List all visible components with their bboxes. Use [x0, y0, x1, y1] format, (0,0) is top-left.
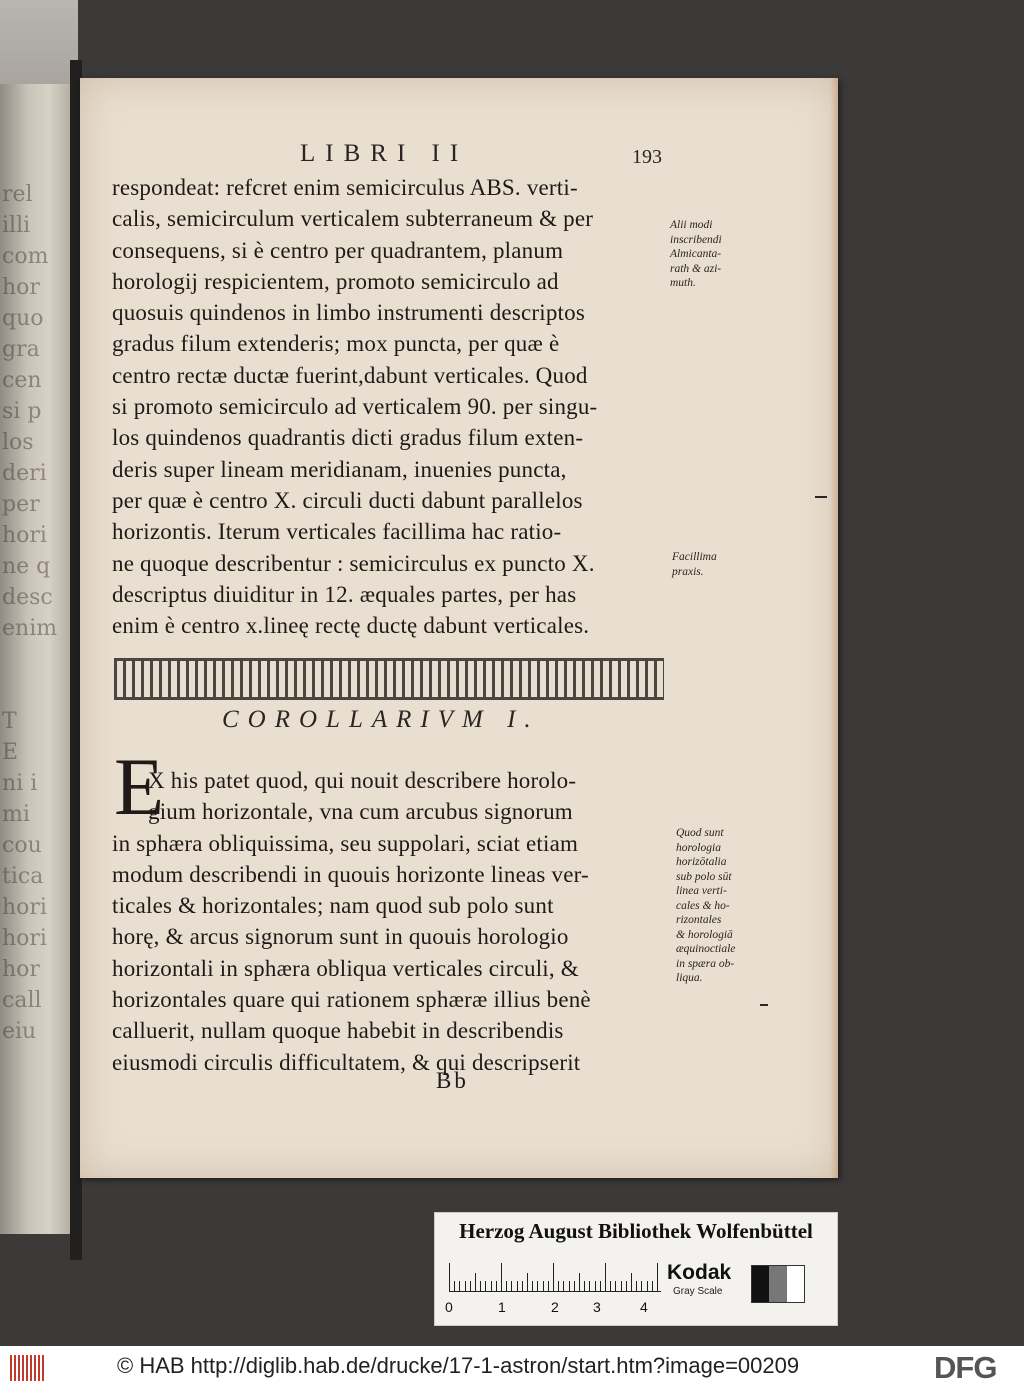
facing-page-text: deri — [2, 463, 47, 485]
left-page-edge — [0, 84, 70, 1234]
facing-page-text: E — [2, 742, 19, 764]
margin-note-line: Quod sunt — [676, 827, 724, 839]
ruler-tick — [626, 1281, 627, 1291]
white-swatch — [787, 1266, 804, 1302]
facing-page-text: com — [2, 246, 49, 268]
facing-page-text: hori — [2, 525, 47, 547]
text-line: calluerit, nullam quoque habebit in describendis — [112, 1018, 564, 1044]
facing-page-text: si p — [2, 401, 42, 423]
margin-note-line: sub polo sūt — [676, 870, 732, 883]
ruler-tick — [584, 1281, 585, 1291]
ruler-tick — [522, 1281, 523, 1291]
running-head: LIBRI II — [300, 140, 469, 167]
ornamental-divider — [114, 658, 664, 700]
ruler-tick — [506, 1281, 507, 1291]
library-name: Herzog August Bibliothek Wolfenbüttel — [459, 1219, 813, 1243]
margin-note-almicantarath — [670, 218, 722, 291]
facing-page-text: mi — [2, 804, 30, 826]
text-line: si promoto semicirculo ad verticalem 90. per singu- — [112, 394, 598, 420]
ruler-tick — [574, 1281, 575, 1291]
text-line: in sphæra obliquissima, seu suppolari, sciat etiam — [112, 830, 579, 856]
margin-note-line: & horologiā — [676, 928, 733, 941]
ruler-tick — [470, 1281, 471, 1291]
gray-scale-label: Gray Scale — [673, 1286, 723, 1297]
ruler-tick — [501, 1263, 502, 1291]
text-line: los quindenos quadrantis dicti gradus filum exten- — [112, 425, 584, 451]
text-line: horizontali in sphæra obliqua verticales circuli, & — [112, 955, 579, 981]
ruler-tick — [532, 1281, 533, 1291]
footer-bar — [0, 1346, 1024, 1389]
margin-note-line: rizontales — [676, 914, 722, 926]
facing-page-text: cen — [2, 370, 42, 392]
ruler-tick — [465, 1281, 466, 1291]
ruler-tick — [511, 1281, 512, 1291]
facing-page-text: rel — [2, 184, 33, 206]
ruler-tick — [517, 1281, 518, 1291]
ruler-tick — [605, 1263, 606, 1291]
ruler-tick — [631, 1273, 632, 1291]
text-line: horę, & arcus signorum sunt in quouis horologio — [112, 924, 569, 950]
page-edge-mark — [760, 1004, 768, 1006]
ruler-tick — [543, 1281, 544, 1291]
ruler-tick — [569, 1281, 570, 1291]
ruler-scale — [449, 1255, 661, 1292]
margin-note-line: inscribendi — [670, 233, 722, 246]
text-line: calis, semicirculum verticalem subterraneum & per — [112, 206, 594, 232]
facing-page-text: illi — [2, 215, 31, 237]
margin-note-facillima — [672, 550, 717, 579]
text-line: horizontis. Iterum verticales facillima hac ratio- — [112, 519, 562, 545]
ruler-tick — [491, 1281, 492, 1291]
text-line: gium horizontale, vna cum arcubus signorum — [148, 799, 573, 825]
text-line: centro rectæ ductæ fuerint,dabunt verticales. Quod — [112, 362, 588, 388]
text-line: per quæ è centro X. circuli ducti dabunt parallelos — [112, 487, 583, 513]
ruler-tick — [641, 1281, 642, 1291]
text-line: ne quoque describentur : semicirculus ex puncto X. — [112, 550, 595, 576]
scale-number: 3 — [593, 1299, 601, 1315]
text-line: eiusmodi circulis difficultatem, & qui descripserit — [112, 1049, 581, 1075]
text-line: deris super lineam meridianam, inuenies puncta, — [112, 456, 567, 482]
ruler-tick — [610, 1281, 611, 1291]
ruler-tick — [621, 1281, 622, 1291]
ruler-tick — [475, 1273, 476, 1291]
copyright-link[interactable]: © HAB http://diglib.hab.de/drucke/17-1-astron/start.htm?image=00209 — [117, 1353, 800, 1378]
ruler-tick — [449, 1263, 450, 1291]
section-heading: COROLLARIVM I. — [222, 706, 540, 733]
facing-page-text: hor — [2, 959, 40, 981]
kodak-brand: Kodak — [667, 1261, 732, 1284]
facing-page-text: cou — [2, 835, 42, 857]
text-line: X his patet quod, qui nouit describere horolo- — [148, 768, 577, 793]
ruler-tick — [595, 1281, 596, 1291]
corollary-text-block — [112, 765, 672, 1078]
facing-page-text: per — [2, 494, 40, 516]
text-line: descriptus diuiditur in 12. æquales partes, per has — [112, 581, 577, 607]
text-line: ticales & horizontales; nam quod sub polo sunt — [112, 893, 554, 919]
ruler-tick — [615, 1281, 616, 1291]
ruler-tick — [636, 1281, 637, 1291]
text-line: horizontales quare qui rationem sphæræ illius benè — [112, 987, 591, 1013]
ruler-tick — [647, 1281, 648, 1291]
facing-page-text: hori — [2, 928, 47, 950]
black-swatch — [752, 1266, 769, 1302]
margin-note-line: cales & ho- — [676, 899, 730, 912]
ruler-tick — [496, 1281, 497, 1291]
ruler-tick — [652, 1281, 653, 1291]
margin-note-line: Alii modi — [670, 219, 713, 231]
text-line: enim è centro x.lineę rectę ductę dabunt verticales. — [112, 613, 590, 639]
margin-note-line: horizōtalia — [676, 856, 727, 868]
margin-note-line: liqua. — [676, 972, 703, 984]
facing-page-text: gra — [2, 339, 40, 361]
page-edge-mark — [815, 496, 827, 498]
scale-number: 4 — [640, 1299, 648, 1315]
ruler-tick — [553, 1263, 554, 1291]
ruler-tick — [454, 1281, 455, 1291]
ruler-tick — [563, 1281, 564, 1291]
ruler-tick — [459, 1281, 460, 1291]
gray-swatch — [769, 1266, 786, 1302]
scale-number: 2 — [551, 1299, 559, 1315]
facing-page-text: T — [2, 711, 17, 733]
dfg-logo: DFG — [934, 1350, 997, 1385]
main-text-block — [112, 172, 672, 641]
text-line: horologij respicientem, promoto semicirculo ad — [112, 268, 559, 294]
facing-page-text: desc — [2, 587, 53, 609]
hab-logo-icon — [10, 1355, 46, 1381]
ruler-tick — [579, 1273, 580, 1291]
ruler-tick — [657, 1263, 658, 1291]
scale-number: 0 — [445, 1299, 453, 1315]
facing-page-text: call — [2, 990, 42, 1012]
facing-page-text: eiu — [2, 1021, 37, 1043]
facing-page-text: los — [2, 432, 34, 454]
ruler-tick — [480, 1281, 481, 1291]
signature-mark: Bb — [436, 1068, 469, 1093]
facing-page-text: enim — [2, 618, 58, 640]
text-line: quosuis quindenos in limbo instrumenti descriptos — [112, 300, 585, 326]
margin-note-line: æquinoctiale — [676, 943, 736, 955]
facing-page-text: hor — [2, 277, 40, 299]
margin-note-line: horologia — [676, 841, 721, 854]
left-page-top-edge — [0, 0, 78, 84]
ruler-tick — [527, 1273, 528, 1291]
margin-note-horologia — [676, 826, 735, 986]
text-line: consequens, si è centro per quadrantem, planum — [112, 237, 564, 263]
ruler-tick — [600, 1281, 601, 1291]
facing-page-text: tica — [2, 866, 44, 888]
margin-note-line: rath & azi- — [670, 262, 722, 275]
ruler-tick — [548, 1281, 549, 1291]
facing-page-text: ne q — [2, 556, 51, 578]
library-color-card — [434, 1212, 838, 1326]
text-line: respondeat: refcret enim semicirculus ABS. verti- — [112, 175, 578, 200]
margin-note-line: muth. — [670, 277, 696, 289]
ruler-tick — [589, 1281, 590, 1291]
margin-note-line: praxis. — [672, 565, 704, 578]
margin-note-line: in spæra ob- — [676, 957, 735, 970]
ruler-tick — [537, 1281, 538, 1291]
text-line: modum describendi in quouis horizonte lineas ver- — [112, 861, 589, 887]
page-number: 193 — [632, 146, 662, 168]
drop-cap: E — [114, 741, 165, 832]
facing-page-text: quo — [2, 308, 44, 330]
ruler-tick — [558, 1281, 559, 1291]
margin-note-line: linea verti- — [676, 885, 727, 897]
facing-page-text: ni i — [2, 773, 38, 795]
margin-note-line: Almicanta- — [670, 248, 722, 260]
gray-swatches — [751, 1265, 805, 1303]
facing-page-text: hori — [2, 897, 47, 919]
margin-note-line: Facillima — [672, 551, 717, 563]
ruler-tick — [485, 1281, 486, 1291]
text-line: gradus filum extenderis; mox puncta, per quæ è — [112, 331, 560, 357]
scale-number: 1 — [498, 1299, 506, 1315]
